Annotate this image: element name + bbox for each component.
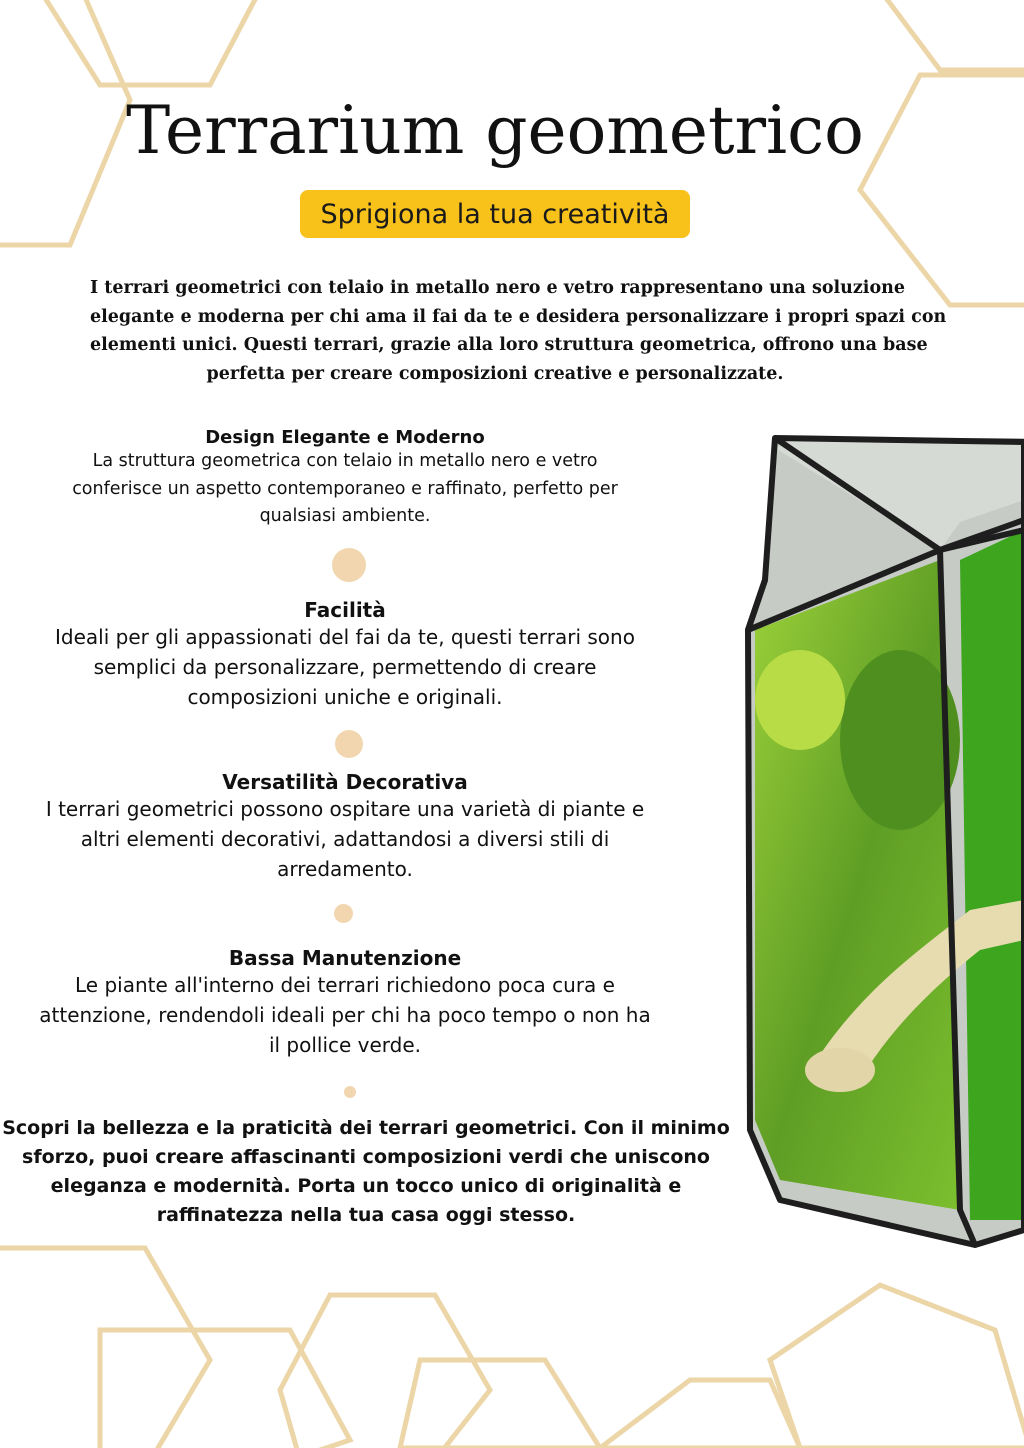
intro-line: elegante e moderna per chi ama il fai da te e desidera personalizzare i propri spazi con <box>90 306 947 327</box>
feature-line: La struttura geometrica con telaio in metallo nero e vetro <box>92 451 598 471</box>
feature-line: conferisce un aspetto contemporaneo e raffinato, perfetto per <box>72 478 618 499</box>
feature-versatilita <box>30 770 660 884</box>
feature-line: qualsiasi ambiente. <box>259 506 431 526</box>
feature-line: semplici da personalizzare, permettendo di creare <box>93 655 597 679</box>
closing-line: raffinatezza nella tua casa oggi stesso. <box>156 1204 576 1226</box>
closing-line: Scopri la bellezza e la praticità dei terrari geometrici. Con il minimo <box>2 1117 730 1139</box>
feature-line: arredamento. <box>277 857 413 881</box>
terrarium-photo <box>740 430 1024 1255</box>
feature-line: altri elementi decorativi, adattandosi a diversi stili di <box>80 827 610 851</box>
feature-line: il pollice verde. <box>268 1033 422 1057</box>
feature-line: Le piante all'interno dei terrari richiedono poca cura e <box>75 973 615 997</box>
feature-line: I terrari geometrici possono ospitare una varietà di piante e <box>45 797 645 821</box>
closing-line: eleganza e modernità. Porta un tocco unico di originalità e <box>50 1175 682 1197</box>
feature-facilita <box>30 598 660 712</box>
feature-line: Ideali per gli appassionati del fai da te, questi terrari sono <box>55 625 635 649</box>
feature-title: Facilità <box>304 598 386 622</box>
feature-title: Versatilità Decorativa <box>222 770 468 794</box>
separator-dot <box>334 904 353 923</box>
closing-paragraph <box>0 1114 732 1230</box>
closing-line: sforzo, puoi creare affascinanti composizioni verdi che uniscono <box>22 1146 710 1168</box>
tagline-text: Sprigiona la tua creatività <box>320 198 670 230</box>
tagline-badge <box>300 190 690 238</box>
intro-line: perfetta per creare composizioni creative e personalizzate. <box>206 363 784 384</box>
separator-dot <box>344 1086 356 1098</box>
intro-line: elementi unici. Questi terrari, grazie alla loro struttura geometrica, offrono una base <box>90 335 928 355</box>
feature-manutenzione <box>30 946 660 1060</box>
page-title: Terrarium geometrico <box>126 92 864 169</box>
intro-line: I terrari geometrici con telaio in metallo nero e vetro rappresentano una soluzione <box>90 278 905 298</box>
feature-title: Bassa Manutenzione <box>228 946 462 970</box>
separator-dot <box>335 730 363 758</box>
separator-dot <box>332 548 366 582</box>
feature-design <box>30 427 660 531</box>
feature-line: attenzione, rendendoli ideali per chi ha poco tempo o non ha <box>39 1003 651 1027</box>
intro-paragraph <box>90 274 947 388</box>
feature-title: Design Elegante e Moderno <box>205 427 485 448</box>
feature-line: composizioni uniche e originali. <box>187 685 503 709</box>
